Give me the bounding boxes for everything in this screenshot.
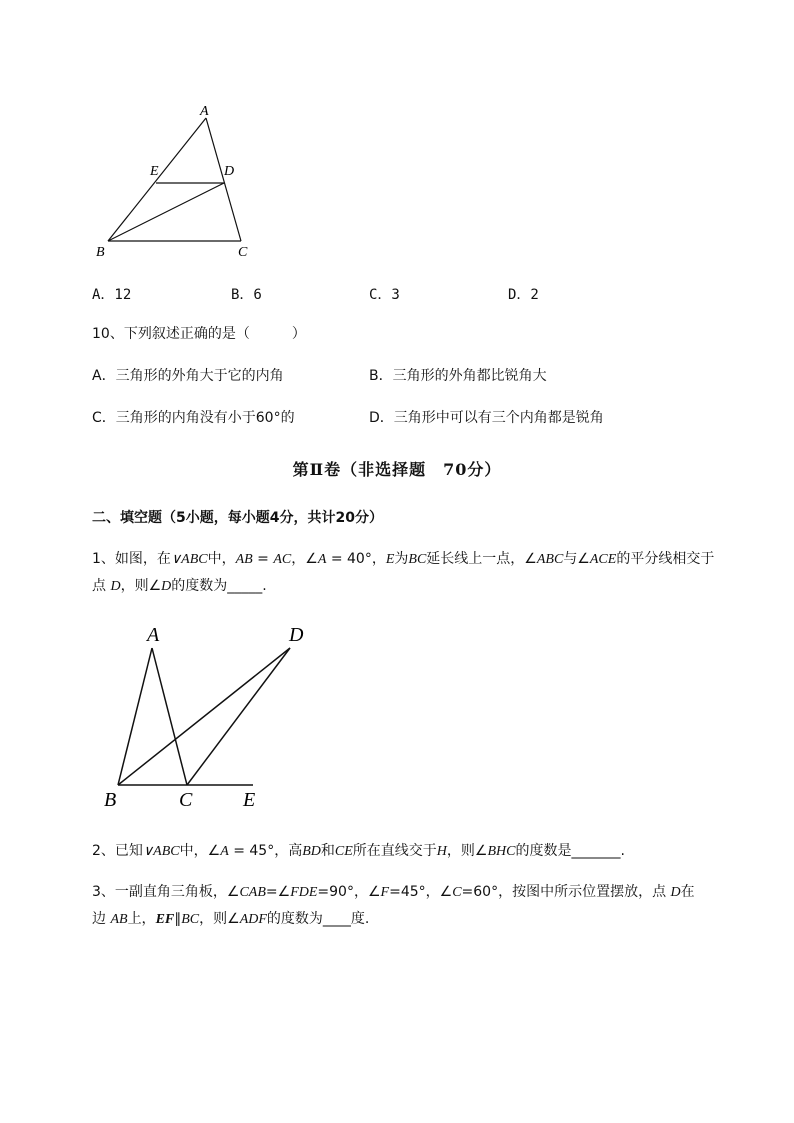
text-run: = bbox=[252, 551, 274, 567]
text-run: 中，∠ bbox=[179, 843, 221, 859]
part2-title: 第Ⅱ卷（非选择题 70分） bbox=[292, 460, 502, 479]
math-var: AB bbox=[110, 912, 128, 927]
math-var: ABC bbox=[536, 552, 564, 567]
q9-option-d: D．2 bbox=[508, 287, 539, 303]
math-var: ADF bbox=[239, 912, 267, 927]
math-var: A bbox=[220, 844, 229, 859]
text-run: 和 bbox=[320, 843, 335, 859]
text-run: = 40°， bbox=[326, 551, 386, 567]
math-var: BD bbox=[302, 844, 321, 859]
q9-label-a: A bbox=[200, 104, 209, 119]
math-var: BC bbox=[181, 912, 200, 927]
math-var: D bbox=[110, 579, 121, 594]
text-run: 的平分线相交于 bbox=[616, 551, 715, 567]
math-var: D bbox=[161, 579, 172, 594]
fq1-figure bbox=[95, 620, 320, 815]
text-run: 在 bbox=[680, 884, 695, 900]
text-run: 所在直线交于 bbox=[352, 843, 437, 859]
math-var: F bbox=[380, 885, 390, 900]
text-run: ∥ bbox=[174, 911, 182, 927]
q9-segment-bd bbox=[108, 183, 224, 241]
text-run: =∠ bbox=[265, 884, 291, 900]
math-var: FDE bbox=[290, 885, 318, 900]
text-run: 点 bbox=[92, 578, 111, 594]
q9-segment-ab bbox=[108, 118, 206, 241]
text-run: 3、一副直角三角板，∠ bbox=[92, 884, 240, 900]
text-run: = 45°，高 bbox=[228, 843, 303, 859]
q9-label-d: D bbox=[224, 164, 235, 179]
text-run: 为 bbox=[394, 551, 409, 567]
fq1-segment-cd bbox=[187, 648, 290, 785]
q9-option-b: B．6 bbox=[231, 287, 262, 303]
fq1-label-b: B bbox=[104, 789, 117, 811]
math-var: ∨ABC bbox=[170, 552, 208, 567]
text-run: 的度数为_____. bbox=[171, 578, 267, 594]
text-run: 的度数为____度. bbox=[266, 911, 370, 927]
text-run: 的度数是_______. bbox=[515, 843, 625, 859]
text-run: =60°，按图中所示位置摆放，点 bbox=[461, 884, 671, 900]
fq1-segment-ac bbox=[152, 648, 187, 785]
math-var: ∨ABC bbox=[142, 844, 180, 859]
fq1-label-d: D bbox=[289, 624, 304, 646]
q10-option-a: A．三角形的外角大于它的内角 bbox=[92, 368, 284, 384]
math-var: C bbox=[452, 885, 462, 900]
fq1-label-c: C bbox=[179, 789, 193, 811]
q9-label-b: B bbox=[96, 245, 105, 260]
math-var: EF bbox=[155, 912, 175, 927]
math-var: CAB bbox=[239, 885, 266, 900]
fq1-segment-bd bbox=[118, 648, 290, 785]
text-run: 延长线上一点，∠ bbox=[426, 551, 537, 567]
math-var: A bbox=[317, 552, 327, 567]
math-var: CE bbox=[334, 844, 353, 859]
q9-segment-ac bbox=[206, 118, 241, 241]
q10-stem: 10、下列叙述正确的是（ ） bbox=[92, 326, 306, 342]
math-var: BHC bbox=[487, 844, 516, 859]
text-run: 中， bbox=[207, 551, 236, 567]
math-var: ACE bbox=[589, 552, 617, 567]
text-run: 边 bbox=[92, 911, 111, 927]
fill-q1-line1 bbox=[92, 549, 714, 570]
text-run: ，∠ bbox=[291, 551, 318, 567]
text-run: 上， bbox=[127, 911, 156, 927]
q9-triangle-figure bbox=[90, 100, 260, 265]
text-run: =45°，∠ bbox=[389, 884, 453, 900]
section2-heading: 二、填空题（5小题，每小题4分，共计20分） bbox=[92, 510, 383, 526]
math-var: D bbox=[670, 885, 681, 900]
q10-option-b: B．三角形的外角都比锐角大 bbox=[369, 368, 547, 384]
fill-q1-line2 bbox=[92, 576, 267, 597]
math-var: H bbox=[436, 844, 447, 859]
text-run: ，则∠ bbox=[446, 843, 488, 859]
q9-option-a: A．12 bbox=[92, 287, 132, 303]
fq1-label-a: A bbox=[147, 624, 160, 646]
text-run: =90°，∠ bbox=[317, 884, 381, 900]
q10-option-c: C．三角形的内角没有小于60°的 bbox=[92, 410, 295, 426]
fq1-segment-ba bbox=[118, 648, 152, 785]
fill-q2 bbox=[92, 841, 625, 862]
text-run: 2、已知 bbox=[92, 843, 143, 859]
text-run: 与∠ bbox=[563, 551, 590, 567]
text-run: ，则∠ bbox=[199, 911, 240, 927]
text-run: ，则∠ bbox=[120, 578, 162, 594]
math-var: AC bbox=[273, 552, 292, 567]
text-run: 1、如图，在 bbox=[92, 551, 171, 567]
math-var: E bbox=[385, 552, 395, 567]
q9-label-c: C bbox=[238, 245, 248, 260]
math-var: BC bbox=[408, 552, 427, 567]
fill-q3-line2 bbox=[92, 909, 369, 930]
fq1-label-e: E bbox=[243, 789, 256, 811]
q9-label-e: E bbox=[150, 164, 159, 179]
q10-option-d: D．三角形中可以有三个内角都是锐角 bbox=[369, 410, 604, 426]
q9-option-c: C．3 bbox=[369, 287, 400, 303]
fill-q3-line1 bbox=[92, 882, 695, 903]
math-var: AB bbox=[235, 552, 253, 567]
